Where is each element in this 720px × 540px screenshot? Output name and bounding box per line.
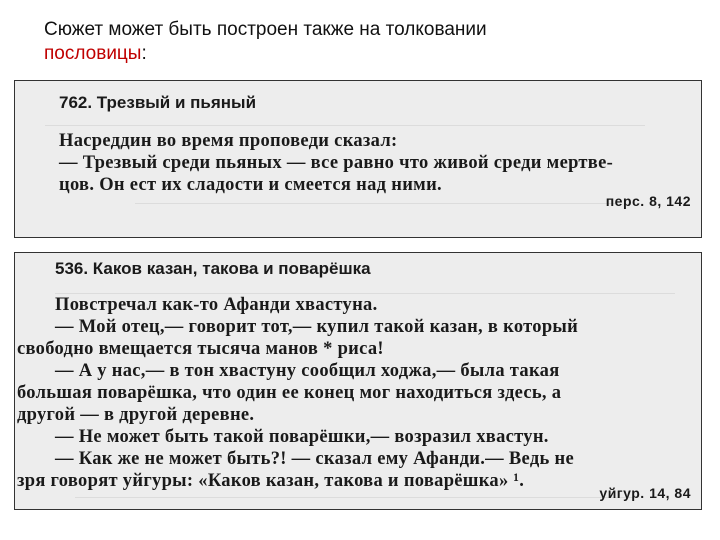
fragment-source: перс. 8, 142 <box>605 193 691 209</box>
bleed-through-line <box>55 293 675 294</box>
title-colon: : <box>141 43 147 64</box>
fragment-heading: 762. Трезвый и пьяный <box>59 93 257 112</box>
fragment-heading: 536. Каков казан, такова и поварёшка <box>55 259 371 278</box>
fragment-line: Насреддин во время проповеди сказал: <box>59 131 398 151</box>
scanned-fragment-536 <box>14 252 702 510</box>
scanned-fragment-762 <box>14 80 702 238</box>
fragment-source: уйгур. 14, 84 <box>599 485 691 501</box>
fragment-line: — А у нас,— в тон хвастуну сообщил ходжа,— была такая <box>55 361 560 381</box>
fragment-line: — Мой отец,— говорит тот,— купил такой казан, в который <box>55 317 579 337</box>
title-highlight: пословицы <box>44 43 142 64</box>
fragment-line: — Трезвый среди пьяных — все равно что живой среди мертве- <box>59 153 614 173</box>
bleed-through-line <box>135 203 615 204</box>
fragment-line: зря говорят уйгуры: «Каков казан, такова и поварёшка» ¹. <box>17 471 525 491</box>
title-text: Сюжет может быть построен также на толковании <box>44 19 487 40</box>
fragment-line: — Не может быть такой поварёшки,— возразил хвастун. <box>55 427 549 447</box>
bleed-through-line <box>75 497 635 498</box>
fragment-line: цов. Он ест их сладости и смеется над ними. <box>59 175 442 195</box>
slide-title <box>44 18 704 66</box>
fragment-line: — Как же не может быть?! — сказал ему Афанди.— Ведь не <box>55 449 574 469</box>
fragment-line: свободно вмещается тысяча манов * риса! <box>17 339 384 359</box>
bleed-through-line <box>45 125 645 126</box>
fragment-line: большая поварёшка, что один ее конец мог находиться здесь, а <box>17 383 562 403</box>
fragment-line: Повстречал как-то Афанди хвастуна. <box>55 295 378 315</box>
fragment-line: другой — в другой деревне. <box>17 405 255 425</box>
